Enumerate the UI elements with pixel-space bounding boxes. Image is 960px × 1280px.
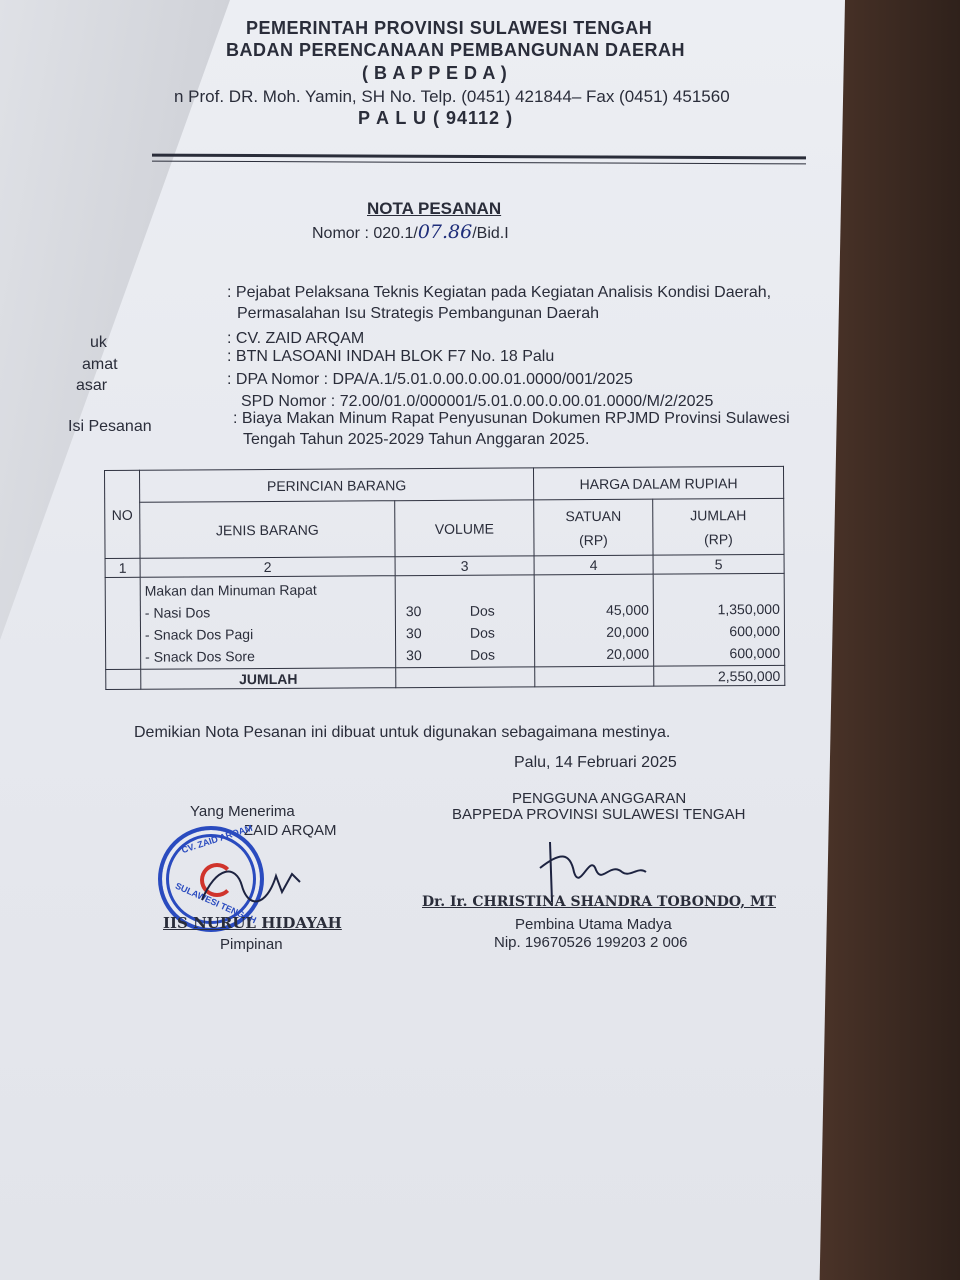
index-cell: 5 (653, 554, 784, 574)
header-satuan-label: SATUAN (565, 507, 622, 524)
receiver-company: ZAID ARQAM (244, 822, 337, 839)
item-qty: 30 (405, 602, 422, 619)
signer-office: BAPPEDA PROVINSI SULAWESI TENGAH (452, 806, 746, 823)
total-label: JUMLAH (141, 668, 396, 690)
item-names (140, 576, 396, 670)
total-value: 2,550,000 (654, 665, 785, 686)
receiver-role: Pimpinan (220, 936, 283, 953)
stamp-top-text: CV. ZAID ARQAM (180, 822, 254, 856)
receiver-label: Yang Menerima (190, 803, 295, 820)
total-row (106, 665, 785, 689)
item-unit: Dos (469, 624, 495, 641)
item-unit: Dos (469, 602, 495, 619)
header-line3: ( B A P P E D A ) (362, 63, 508, 83)
item-qty: 30 (406, 646, 422, 663)
label-uk: uk (90, 334, 107, 351)
item-qty: 30 (405, 624, 422, 641)
place-date: Palu, 14 Februari 2025 (514, 754, 677, 771)
closing-statement: Demikian Nota Pesanan ini dibuat untuk digunakan sebagaimana mestinya. (134, 724, 671, 741)
items-table (104, 466, 785, 690)
table-row (105, 573, 785, 669)
document-number (312, 221, 509, 243)
signer-rank: Pembina Utama Madya (515, 916, 672, 933)
index-cell: 1 (105, 558, 140, 577)
header-jumlah-rp: (RP) (703, 530, 733, 547)
field-recipient-line2: Permasalahan Isu Strategis Pembangunan Daerah (237, 305, 599, 322)
index-cell: 2 (140, 557, 395, 578)
item-totals (653, 573, 785, 666)
label-asar: asar (76, 377, 108, 394)
header-satuan (534, 499, 653, 556)
number-prefix: Nomor : 020.1/ (312, 225, 418, 242)
field-address: : BTN LASOANI INDAH BLOK F7 No. 18 Palu (227, 348, 555, 365)
header-jumlah (653, 498, 784, 555)
item-price: 45,000 (605, 601, 649, 618)
item-volumes (395, 575, 535, 668)
field-isi-line1: : Biaya Makan Minum Rapat Penyusunan Dokumen RPJMD Provinsi Sulawesi (233, 410, 790, 427)
item-total: 1,350,000 (717, 600, 780, 617)
header-line2: BADAN PERENCANAAN PEMBANGUNAN DAERAH (226, 40, 686, 60)
header-volume: VOLUME (395, 500, 534, 557)
header-city: P A L U ( 94112 ) (358, 108, 514, 128)
stamp-bottom-text: SULAWESI TENGAH (173, 880, 258, 926)
item-group-label: Makan dan Minuman Rapat (144, 581, 317, 599)
item-name: - Nasi Dos (144, 604, 211, 621)
item-prices (534, 574, 654, 667)
field-recipient-line1: : Pejabat Pelaksana Teknis Kegiatan pada Kegiatan Analisis Kondisi Daerah, (227, 284, 772, 301)
field-vendor: : CV. ZAID ARQAM (227, 330, 365, 347)
label-isi-pesanan: Isi Pesanan (68, 418, 152, 435)
signer-name: Dr. Ir. CHRISTINA SHANDRA TOBONDO, MT (422, 894, 776, 910)
item-total: 600,000 (729, 622, 781, 639)
signer-nip: Nip. 19670526 199203 2 006 (494, 934, 688, 951)
header-no: NO (105, 470, 141, 558)
item-price: 20,000 (606, 645, 650, 662)
item-total: 600,000 (729, 644, 781, 661)
header-satuan-rp: (RP) (578, 531, 608, 548)
field-isi-line2: Tengah Tahun 2025-2029 Tahun Anggaran 2025. (243, 431, 590, 448)
index-cell: 4 (534, 555, 653, 575)
index-cell: 3 (395, 556, 534, 576)
field-spd: SPD Nomor : 72.00/01.0/000001/5.01.0.00.0.00.01.0000/M/2/2025 (241, 393, 714, 410)
document-title: NOTA PESANAN (367, 199, 502, 218)
header-jumlah-label: JUMLAH (690, 506, 747, 523)
signer-label: PENGGUNA ANGGARAN (512, 790, 687, 807)
item-name: - Snack Dos Pagi (144, 626, 254, 643)
item-price: 20,000 (606, 623, 650, 640)
number-suffix: /Bid.I (472, 225, 509, 242)
header-harga: HARGA DALAM RUPIAH (533, 466, 783, 500)
label-amat: amat (82, 356, 118, 373)
header-address: n Prof. DR. Moh. Yamin, SH No. Telp. (0451) 421844– Fax (0451) 451560 (174, 87, 730, 106)
receiver-signature (196, 856, 306, 916)
receiver-name: IIS NURUL HIDAYAH (163, 914, 342, 932)
header-line1: PEMERINTAH PROVINSI SULAWESI TENGAH (246, 18, 653, 38)
item-unit: Dos (470, 646, 496, 663)
number-handwritten: 07.86 (417, 221, 473, 243)
field-dpa: : DPA Nomor : DPA/A.1/5.01.0.00.0.00.01.0000/001/2025 (227, 371, 633, 388)
item-name: - Snack Dos Sore (145, 648, 255, 665)
header-jenis: JENIS BARANG (140, 501, 395, 559)
header-perincian: PERINCIAN BARANG (140, 468, 534, 502)
